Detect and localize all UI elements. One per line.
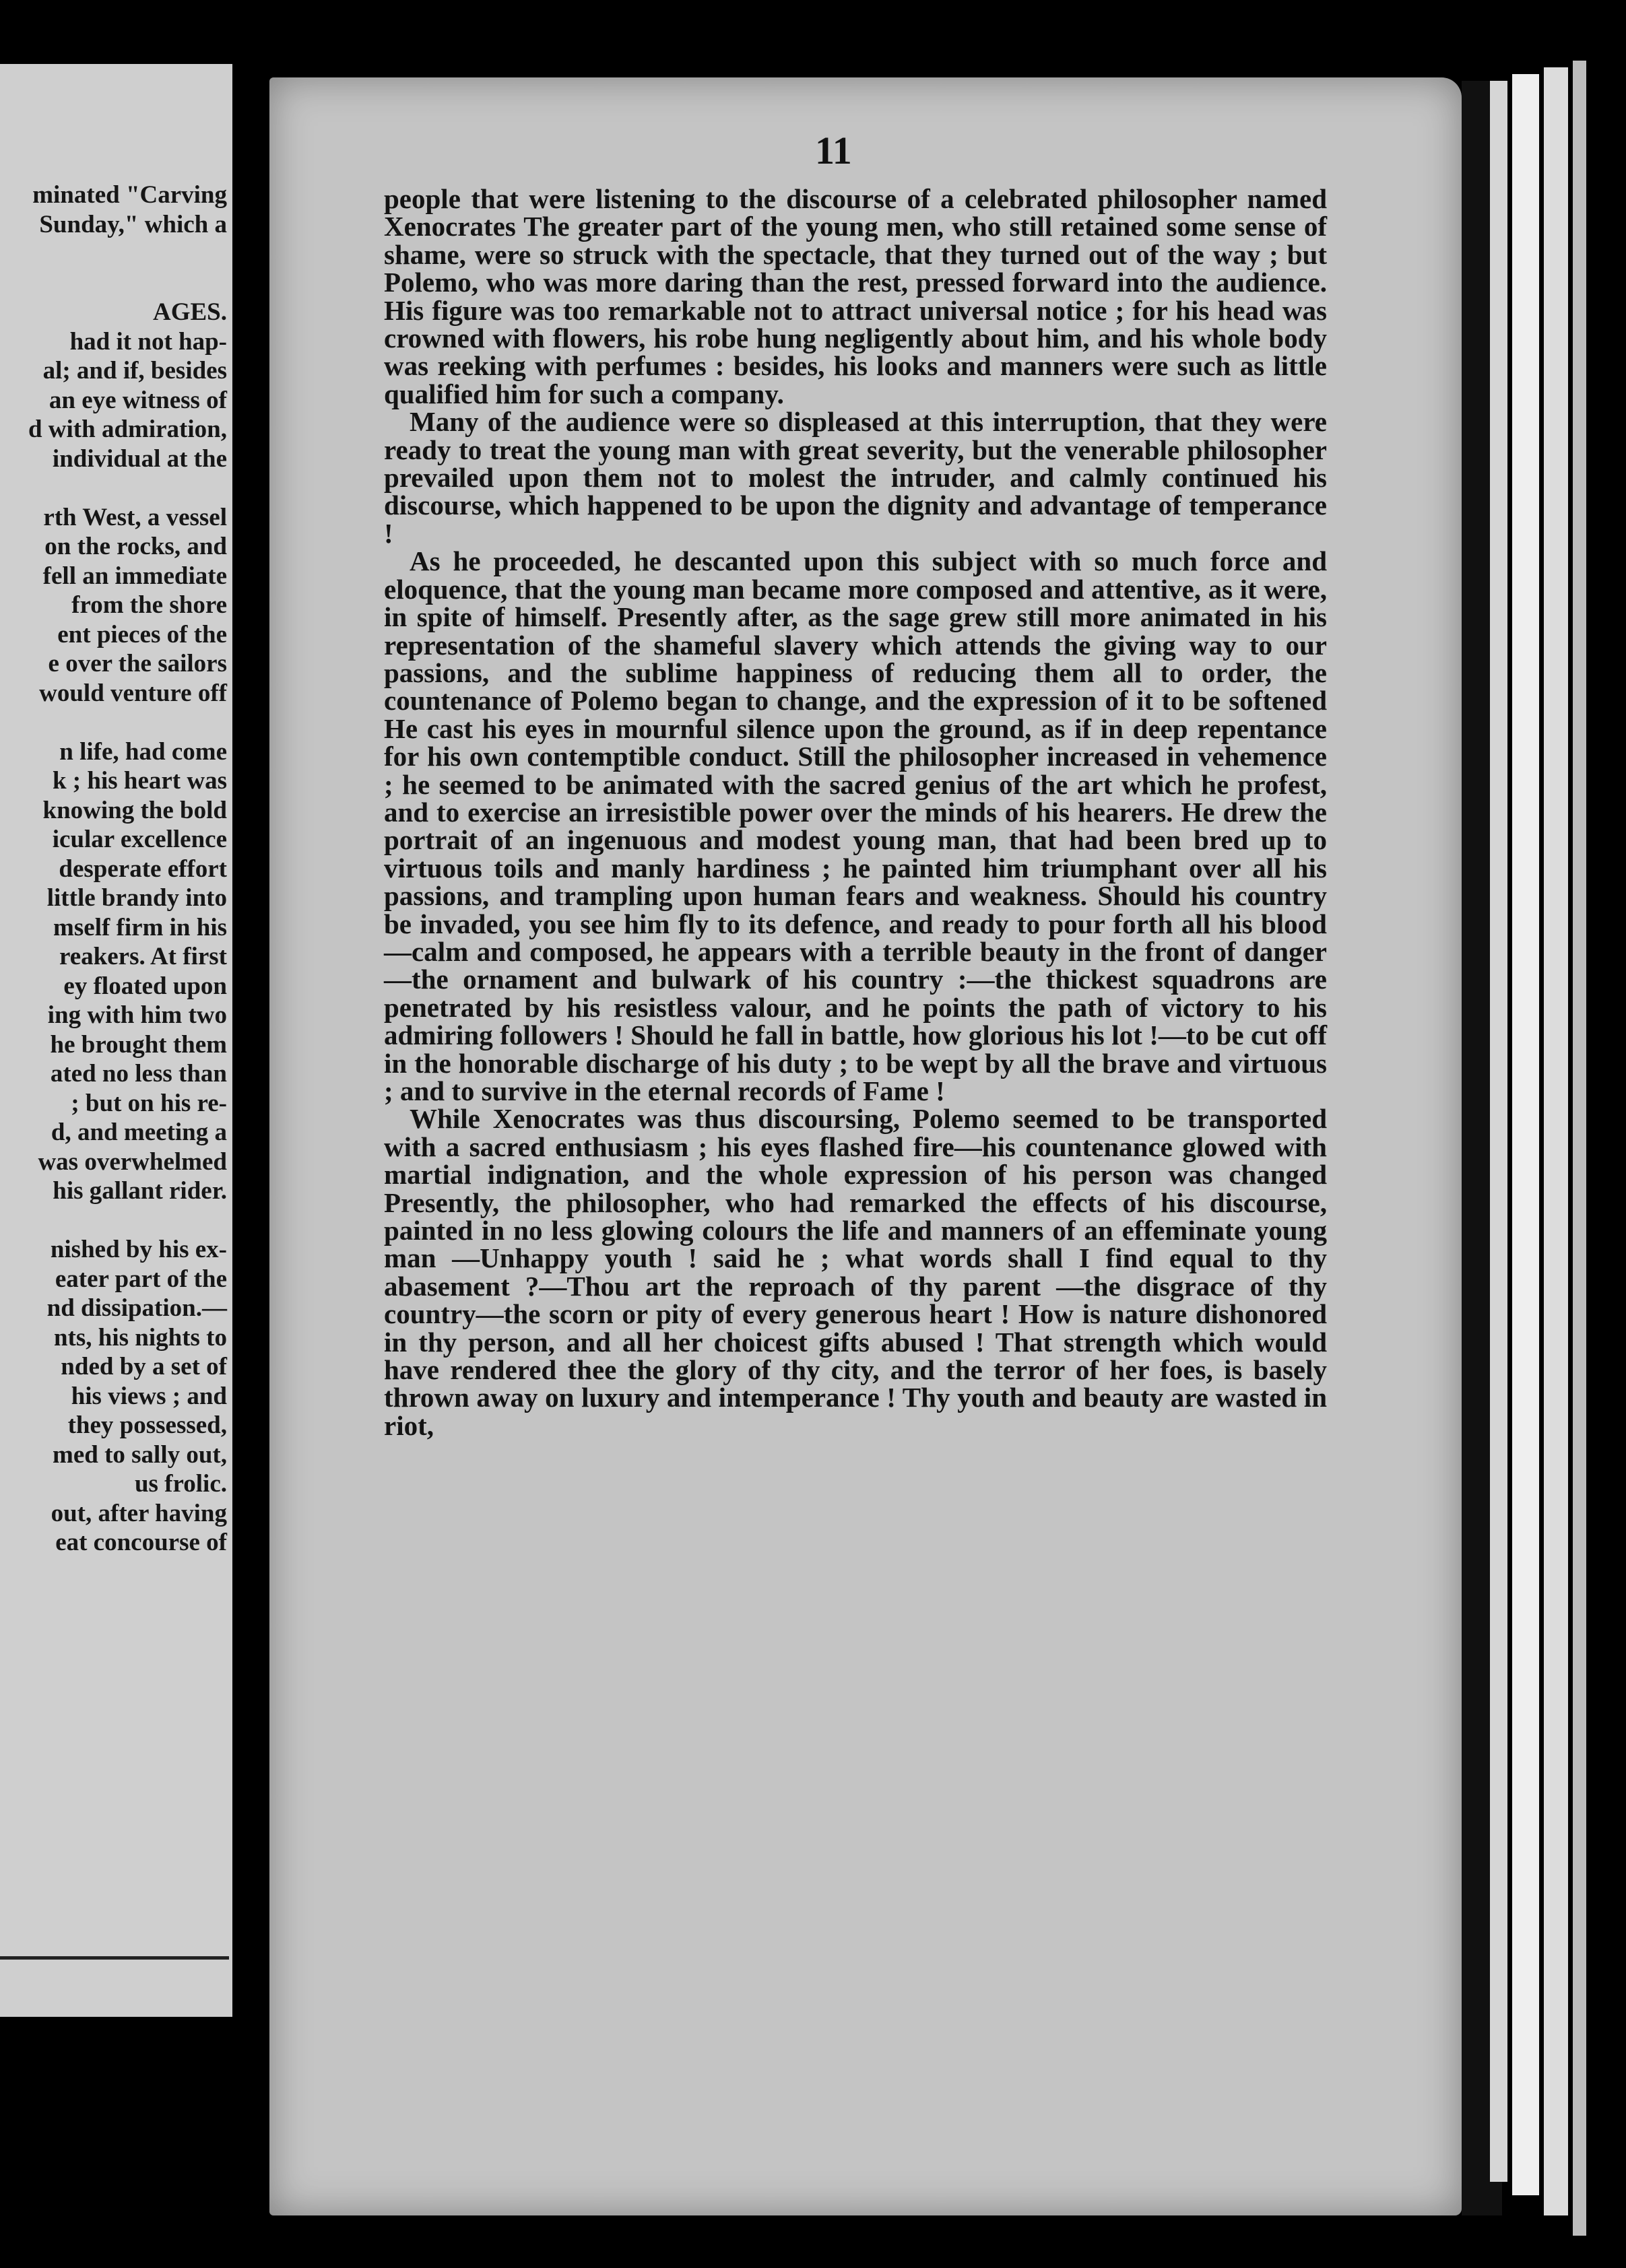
- previous-page-line: ated no less than: [50, 1060, 227, 1088]
- previous-page-line: nished by his ex-: [50, 1236, 227, 1263]
- previous-page-line: would venture off: [39, 679, 227, 707]
- previous-page-line: e over the sailors: [48, 650, 227, 677]
- previous-page-line: ey floated upon: [63, 972, 227, 1000]
- page-body-text: [384, 185, 1327, 1440]
- previous-page-line: fell an immediate: [42, 562, 227, 590]
- page-stack-edge: [1490, 81, 1507, 2182]
- previous-page-line: n life, had come: [59, 737, 227, 766]
- previous-page-line: ing with him two: [47, 1001, 227, 1029]
- previous-page-line: nded by a set of: [61, 1353, 227, 1380]
- paragraph-4: While Xenocrates was thus discoursing, Polemo seemed to be transported with a sacred enthusiasm ; his eyes flashed fire—his countenance glowed with martial indignation, and the whole expression of his person was changed Presently, the philosopher, who had remarked the effects of his discourse, painted in no less glowing colours the life and manners of an effeminate young man —Unhappy youth ! said he ; what words shall I find equal to thy abasement ?—Thou art the reproach of thy parent —the disgrace of thy country—the scorn or pity of every generous heart ! How is nature dishonored in thy person, and all her choicest gifts abused ! That strength which would have rendered thee the glory of thy city, and the terror of her foes, is basely thrown away on luxury and intemperance ! Thy youth and beauty are wasted in riot,: [384, 1103, 1327, 1441]
- footer-rule: [0, 1956, 229, 1960]
- previous-page-line: they possessed,: [67, 1411, 227, 1439]
- previous-page-line: us frolic.: [134, 1470, 227, 1498]
- previous-page-line: d, and meeting a: [51, 1119, 227, 1146]
- previous-page-line: AGES.: [152, 298, 227, 326]
- previous-page-line: ; but on his re-: [71, 1089, 227, 1117]
- previous-page-line: eater part of the: [55, 1265, 227, 1293]
- previous-page-line: from the shore: [71, 591, 227, 619]
- previous-page-line: minated "Carving: [32, 181, 227, 209]
- previous-page-fragment: [0, 64, 232, 2017]
- previous-page-line: out, after having: [51, 1499, 227, 1527]
- previous-page-line: his gallant rider.: [53, 1177, 227, 1205]
- previous-page-line: ent pieces of the: [57, 620, 227, 648]
- previous-page-line: mself firm in his: [53, 913, 227, 941]
- previous-page-line: al; and if, besides: [42, 357, 227, 385]
- previous-page-line: nts, his nights to: [53, 1323, 227, 1352]
- page-stack-edge: [1573, 61, 1586, 2236]
- page-stack-edge: [1512, 74, 1539, 2195]
- previous-page-line: k ; his heart was: [52, 767, 227, 795]
- previous-page-line: Sunday," which a: [39, 210, 227, 238]
- previous-page-line: rth West, a vessel: [43, 503, 227, 531]
- previous-page-line: icular excellence: [52, 826, 227, 853]
- previous-page-line: d with admiration,: [28, 415, 227, 443]
- previous-page-line: nd dissipation.—: [46, 1294, 227, 1322]
- previous-page-line: reakers. At first: [59, 943, 227, 970]
- previous-page-line: an eye witness of: [48, 386, 227, 414]
- previous-page-line: he brought them: [50, 1030, 227, 1059]
- previous-page-line: individual at the: [52, 444, 227, 473]
- previous-page-line: on the rocks, and: [44, 533, 227, 560]
- paragraph-1: people that were listening to the discourse of a celebrated philosopher named Xenocrates The greater part of the young men, who still retained some sense of shame, were so struck with the spectacle, that they turned out of the way ; but Polemo, who was more daring than the rest, pressed forward into the audience. His figure was too remarkable not to attract universal notice ; for his head was crowned with flowers, his robe hung negligently about him, and his whole body was reeking with perfumes : besides, his looks and manners were such as little qualified him for such a company.: [384, 183, 1327, 409]
- paragraph-3: As he proceeded, he descanted upon this subject with so much force and eloquence, that the young man became more composed and attentive, as it were, in spite of himself. Presently after, as the sage grew still more animated in his representation of the shameful slavery which attends the giving way to our passions, and the sublime happiness of reducing them all to order, the countenance of Polemo began to change, and the expression of it to be softened He cast his eyes in mournful silence upon the ground, as if in deep repentance for his own contemptible conduct. Still the philosopher increased in vehemence ; he seemed to be animated with the sacred genius of the art which he profest, and to exercise an irresistible power over the minds of his hearers. He drew the portrait of an ingenuous and modest young man, that had been bred up to virtuous toils and manly hardiness ; he painted him triumphant over all his passions, and trampling upon human fears and weakness. Should his country be invaded, you see him fly to its defence, and ready to pour forth all his blood—calm and composed, he appears with a terrible beauty in the front of danger—the ornament and bulwark of his country :—the thickest squadrons are penetrated by his resistless valour, and he points the path of victory to his admiring followers ! Should he fall in battle, how glorious his lot !—to be cut off in the honorable discharge of his duty ; to be wept by all the brave and virtuous ; and to survive in the eternal records of Fame !: [384, 545, 1327, 1106]
- paragraph-2: Many of the audience were so displeased at this interruption, that they were ready to treat the young man with great severity, but the venerable philosopher prevailed upon them not to molest the intruder, and calmly continued his discourse, which happened to be upon the dignity and advantage of temperance !: [384, 406, 1327, 549]
- previous-page-line: had it not hap-: [69, 327, 227, 356]
- previous-page-line: knowing the bold: [42, 796, 227, 824]
- page-stack-edge: [1544, 67, 1568, 2215]
- book-page: [269, 77, 1462, 2215]
- previous-page-line: eat concourse of: [55, 1529, 227, 1556]
- previous-page-line: desperate effort: [59, 855, 227, 883]
- page-number: 11: [815, 129, 852, 172]
- previous-page-line: his views ; and: [71, 1382, 227, 1410]
- previous-page-line: little brandy into: [46, 884, 227, 912]
- previous-page-line: med to sally out,: [53, 1440, 227, 1469]
- previous-page-line: was overwhelmed: [38, 1147, 227, 1176]
